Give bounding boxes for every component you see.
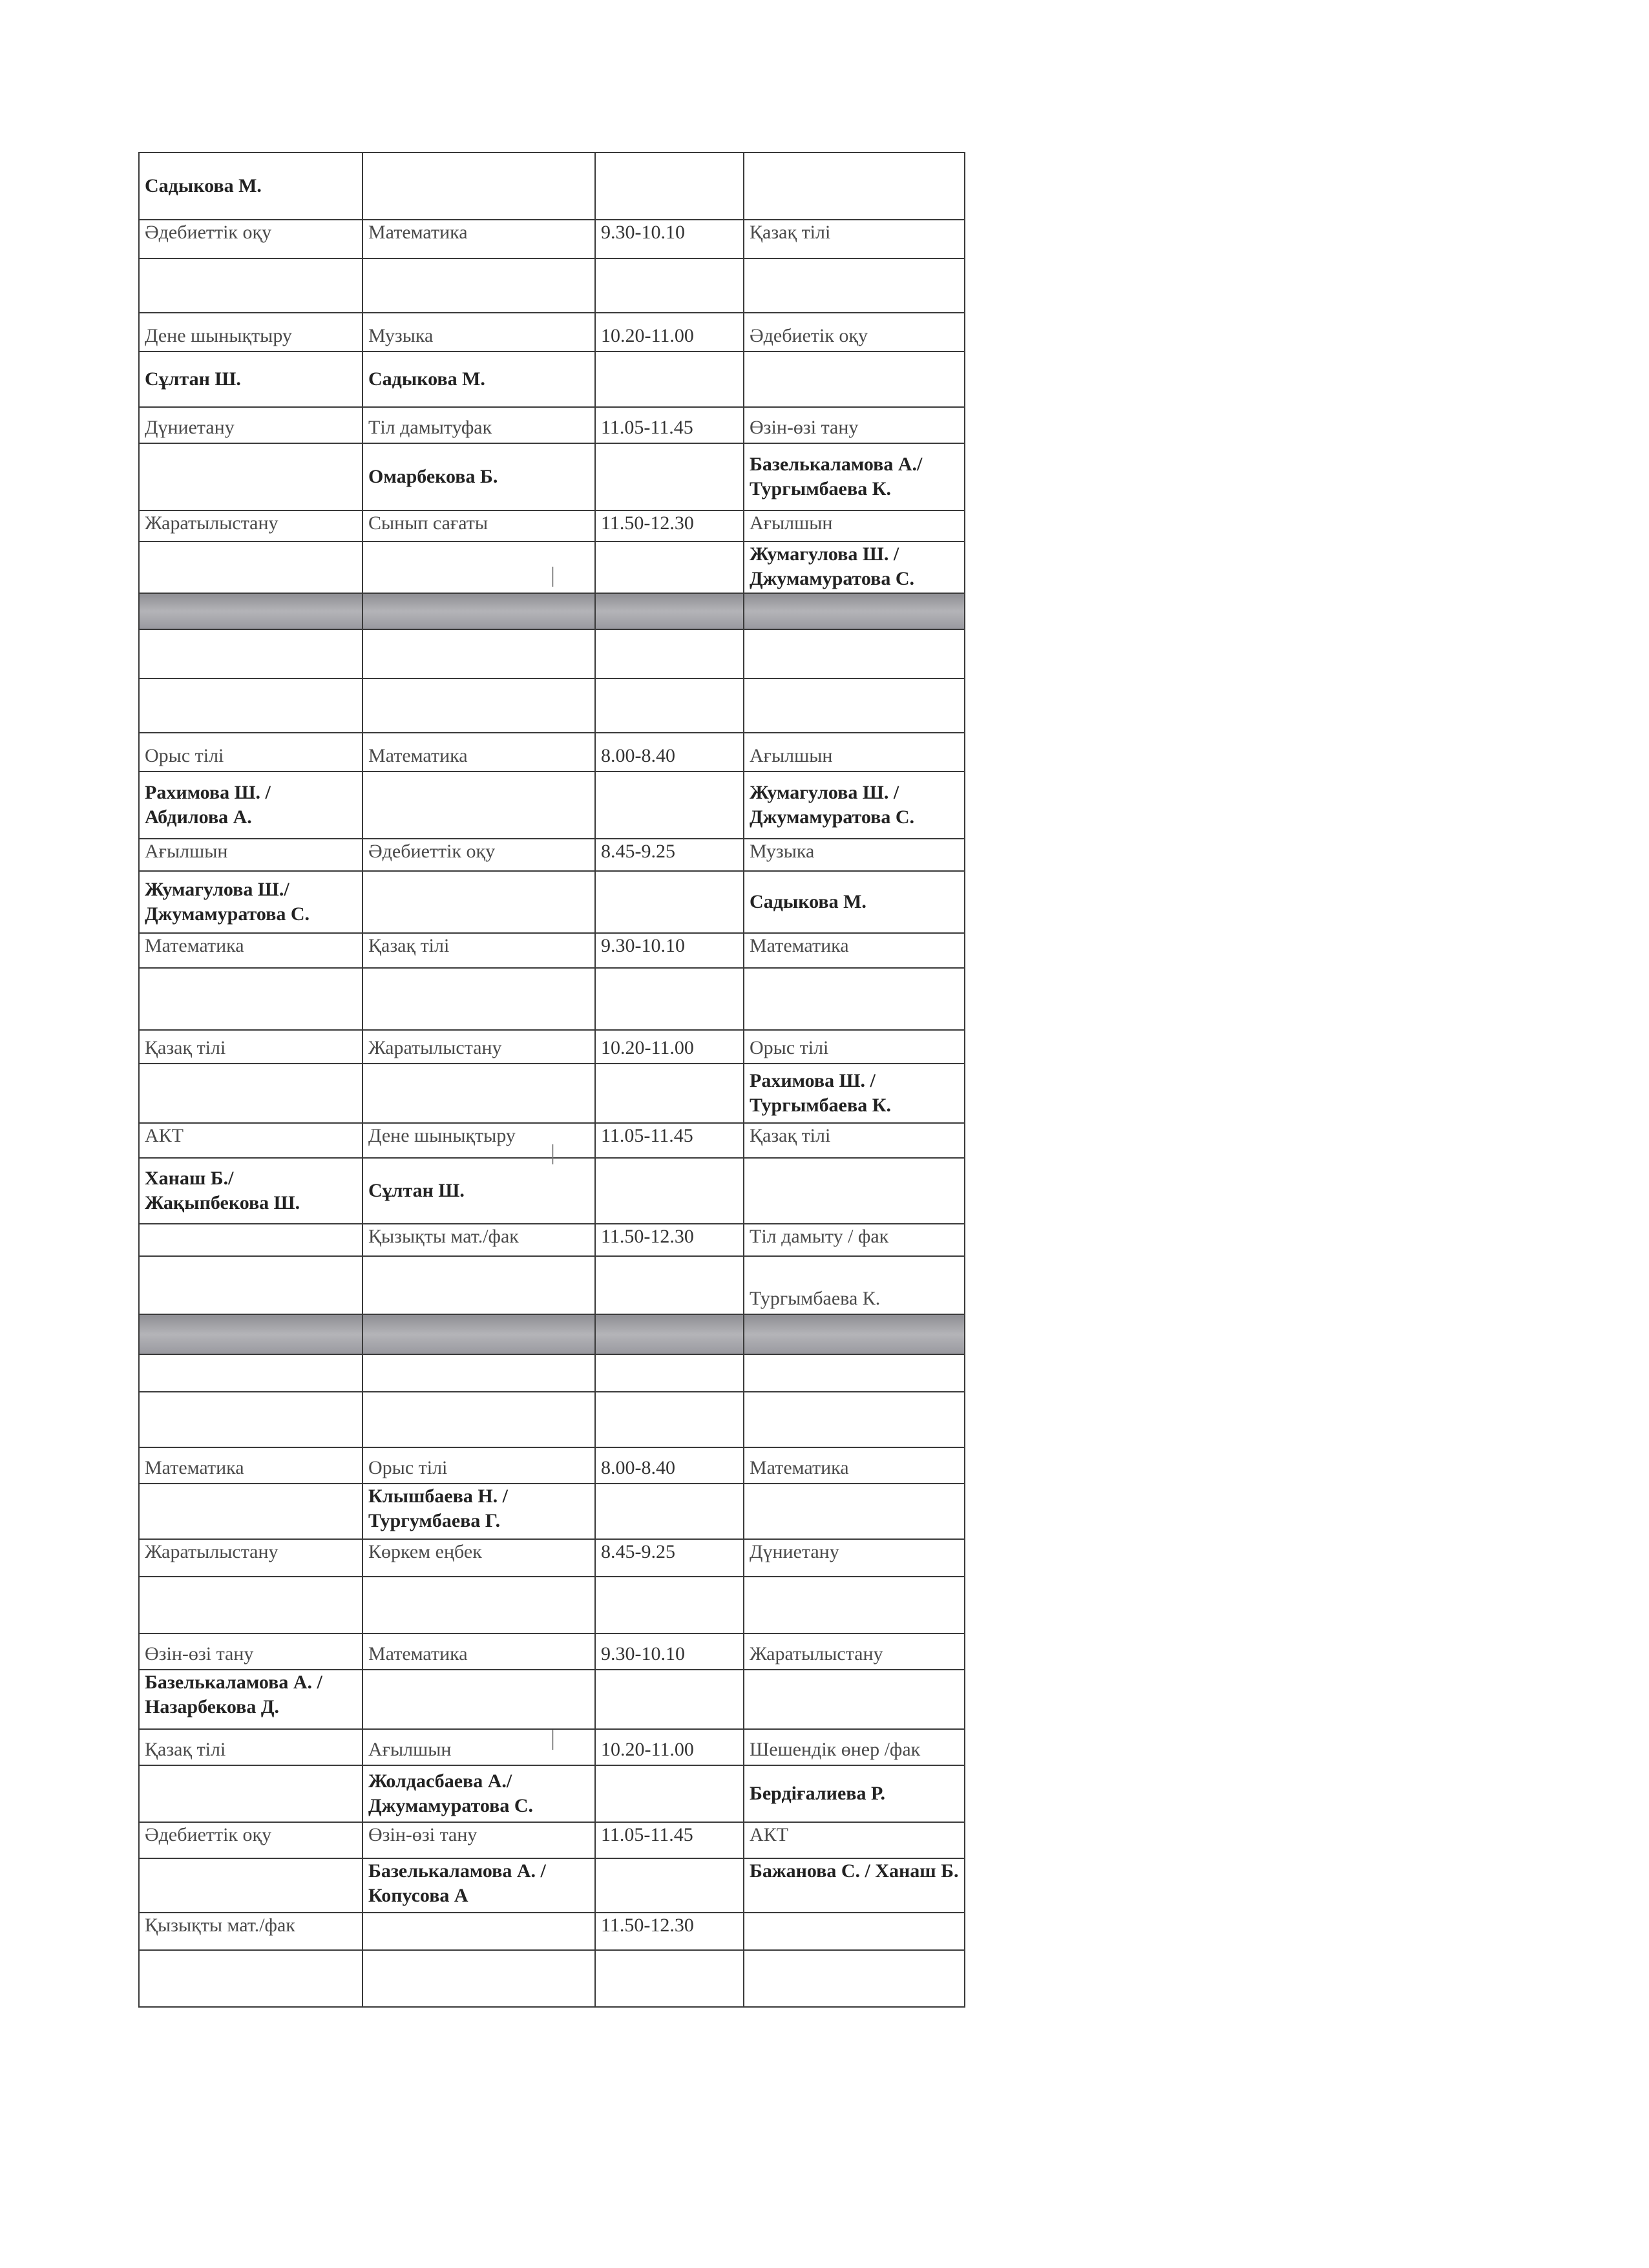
cell-class-b: Жаратылыстану	[362, 1030, 595, 1064]
cell-class-b	[362, 871, 595, 933]
cell-class-a: Қазақ тілі	[139, 1030, 362, 1064]
cell-time: 9.30-10.10	[595, 933, 744, 968]
cell-class-b	[362, 1256, 595, 1314]
cell-class-c	[744, 678, 965, 733]
cell-time	[595, 1158, 744, 1224]
timetable-row	[139, 1030, 965, 1064]
timetable-row	[139, 1858, 965, 1913]
cell-class-b	[362, 968, 595, 1030]
cell-time: 11.05-11.45	[595, 1123, 744, 1158]
cell-class-b: Қазақ тілі	[362, 933, 595, 968]
cell-class-b: Музыка	[362, 313, 595, 352]
cell-class-c: Ағылшын	[744, 510, 965, 541]
cell-class-a	[139, 1858, 362, 1913]
cell-time	[595, 871, 744, 933]
cell-class-b	[362, 541, 595, 593]
cell-class-b: Омарбекова Б.	[362, 443, 595, 510]
timetable-row	[139, 152, 965, 220]
timetable-row	[139, 1354, 965, 1392]
cell-class-b: Базелькаламова А. /Копусова А	[362, 1858, 595, 1913]
cell-class-c	[744, 968, 965, 1030]
cell-class-c	[744, 1950, 965, 2007]
cell-class-b	[362, 1950, 595, 2007]
cell-class-a: Ағылшын	[139, 839, 362, 871]
cell-class-b	[362, 1913, 595, 1950]
cell-time	[595, 678, 744, 733]
cell-class-c: Тіл дамыту / фак	[744, 1224, 965, 1256]
cell-class-a: Дүниетану	[139, 407, 362, 443]
cell-class-a	[139, 258, 362, 313]
cell-time	[595, 1392, 744, 1447]
cell-time: 11.05-11.45	[595, 1822, 744, 1858]
cell-class-a	[139, 1484, 362, 1539]
cell-class-a	[139, 968, 362, 1030]
separator-cell	[139, 593, 362, 629]
cell-time	[595, 1765, 744, 1822]
cell-class-b: Сынып сағаты	[362, 510, 595, 541]
timetable-row	[139, 313, 965, 352]
timetable-row	[139, 933, 965, 968]
cell-class-c: Бердіғалиева Р.	[744, 1765, 965, 1822]
timetable-row	[139, 1822, 965, 1858]
cell-class-c: Дүниетану	[744, 1539, 965, 1577]
timetable-row	[139, 220, 965, 258]
cell-class-c: Тургымбаева К.	[744, 1256, 965, 1314]
cell-class-b	[362, 258, 595, 313]
timetable-row	[139, 1158, 965, 1224]
cell-class-c: Жумагулова Ш. / Джумамуратова С.	[744, 541, 965, 593]
scan-mark: |	[551, 1141, 555, 1165]
cell-time: 11.50-12.30	[595, 1913, 744, 1950]
cell-class-b: Орыс тілі	[362, 1447, 595, 1484]
cell-class-c: Әдебиетік оқу	[744, 313, 965, 352]
cell-class-a: Жумагулова Ш./ Джумамуратова С.	[139, 871, 362, 933]
cell-class-c: Рахимова Ш. / Тургымбаева К.	[744, 1064, 965, 1123]
cell-class-b: Жолдасбаева А./ Джумамуратова С.	[362, 1765, 595, 1822]
timetable-row	[139, 1765, 965, 1822]
cell-class-a	[139, 1256, 362, 1314]
cell-class-b: Математика	[362, 1633, 595, 1670]
cell-class-b	[362, 1354, 595, 1392]
timetable-row	[139, 1670, 965, 1729]
cell-class-b: Дене шынықтыру	[362, 1123, 595, 1158]
timetable-row	[139, 629, 965, 678]
cell-time	[595, 443, 744, 510]
cell-class-a	[139, 541, 362, 593]
timetable-row	[139, 968, 965, 1030]
cell-class-b	[362, 629, 595, 678]
separator-cell	[595, 593, 744, 629]
cell-time: 10.20-11.00	[595, 1030, 744, 1064]
cell-time	[595, 152, 744, 220]
cell-class-a: АКТ	[139, 1123, 362, 1158]
timetable-row	[139, 1256, 965, 1314]
timetable-row	[139, 352, 965, 407]
cell-time: 8.00-8.40	[595, 733, 744, 772]
cell-time	[595, 541, 744, 593]
cell-class-b: Көркем еңбек	[362, 1539, 595, 1577]
cell-time: 8.00-8.40	[595, 1447, 744, 1484]
cell-class-a: Орыс тілі	[139, 733, 362, 772]
cell-class-a: Базелькаламова А. / Назарбекова Д.	[139, 1670, 362, 1729]
timetable-row	[139, 1633, 965, 1670]
cell-class-b	[362, 772, 595, 839]
cell-time: 9.30-10.10	[595, 220, 744, 258]
cell-class-a	[139, 629, 362, 678]
cell-class-b	[362, 1392, 595, 1447]
cell-class-a: Өзін-өзі тану	[139, 1633, 362, 1670]
cell-class-b: Әдебиеттік оқу	[362, 839, 595, 871]
cell-class-c: Жумагулова Ш. / Джумамуратова С.	[744, 772, 965, 839]
cell-class-a: Әдебиеттік оқу	[139, 1822, 362, 1858]
cell-class-b: Математика	[362, 220, 595, 258]
cell-class-c: Жаратылыстану	[744, 1633, 965, 1670]
cell-time	[595, 1577, 744, 1633]
cell-class-a	[139, 1577, 362, 1633]
cell-class-c	[744, 258, 965, 313]
timetable-row	[139, 678, 965, 733]
cell-class-c: Бажанова С. / Ханаш Б.	[744, 1858, 965, 1913]
day-separator-row	[139, 1314, 965, 1354]
cell-class-b: Өзін-өзі тану	[362, 1822, 595, 1858]
timetable-row	[139, 1913, 965, 1950]
cell-class-c	[744, 1913, 965, 1950]
cell-class-a	[139, 1765, 362, 1822]
cell-class-a: Қазақ тілі	[139, 1729, 362, 1765]
timetable-row	[139, 1064, 965, 1123]
cell-class-a	[139, 1354, 362, 1392]
cell-class-c: Математика	[744, 933, 965, 968]
cell-class-a: Математика	[139, 1447, 362, 1484]
timetable-row	[139, 733, 965, 772]
cell-time: 8.45-9.25	[595, 839, 744, 871]
scan-mark: |	[551, 563, 555, 587]
timetable-row	[139, 1392, 965, 1447]
cell-class-b: Клышбаева Н. / Тургумбаева Г.	[362, 1484, 595, 1539]
cell-class-a: Қызықты мат./фак	[139, 1913, 362, 1950]
cell-time	[595, 1484, 744, 1539]
cell-time: 8.45-9.25	[595, 1539, 744, 1577]
cell-class-b: Математика	[362, 733, 595, 772]
cell-time	[595, 1670, 744, 1729]
cell-class-b	[362, 1670, 595, 1729]
cell-class-c	[744, 1392, 965, 1447]
cell-time: 11.50-12.30	[595, 510, 744, 541]
cell-class-b	[362, 152, 595, 220]
cell-class-a	[139, 1064, 362, 1123]
cell-class-b: Қызықты мат./фак	[362, 1224, 595, 1256]
separator-cell	[744, 593, 965, 629]
cell-time: 10.20-11.00	[595, 313, 744, 352]
timetable-row	[139, 772, 965, 839]
cell-class-c	[744, 1577, 965, 1633]
timetable-row	[139, 1447, 965, 1484]
cell-time	[595, 1858, 744, 1913]
cell-class-c: Садыкова М.	[744, 871, 965, 933]
cell-class-a: Сұлтан Ш.	[139, 352, 362, 407]
cell-class-c: Шешендік өнер /фак	[744, 1729, 965, 1765]
timetable-row	[139, 443, 965, 510]
cell-time	[595, 1064, 744, 1123]
cell-class-c: АКТ	[744, 1822, 965, 1858]
cell-class-c	[744, 152, 965, 220]
cell-time	[595, 772, 744, 839]
cell-time: 10.20-11.00	[595, 1729, 744, 1765]
timetable-row	[139, 510, 965, 541]
cell-class-a: Әдебиеттік оқу	[139, 220, 362, 258]
cell-class-b: Тіл дамытуфак	[362, 407, 595, 443]
timetable-row	[139, 258, 965, 313]
cell-class-b	[362, 1064, 595, 1123]
cell-class-c	[744, 1354, 965, 1392]
cell-class-a: Жаратылыстану	[139, 1539, 362, 1577]
cell-class-c	[744, 352, 965, 407]
cell-time	[595, 258, 744, 313]
timetable-row	[139, 407, 965, 443]
timetable-row	[139, 1224, 965, 1256]
cell-class-a: Дене шынықтыру	[139, 313, 362, 352]
cell-time: 9.30-10.10	[595, 1633, 744, 1670]
cell-class-a	[139, 443, 362, 510]
cell-class-a: Рахимова Ш. / Абдилова А.	[139, 772, 362, 839]
timetable-row	[139, 1539, 965, 1577]
cell-class-a	[139, 1950, 362, 2007]
cell-time: 11.05-11.45	[595, 407, 744, 443]
cell-class-c: Қазақ тілі	[744, 220, 965, 258]
separator-cell	[595, 1314, 744, 1354]
cell-time	[595, 352, 744, 407]
cell-class-c: Қазақ тілі	[744, 1123, 965, 1158]
cell-class-c: Өзін-өзі тану	[744, 407, 965, 443]
cell-class-c	[744, 1158, 965, 1224]
cell-class-a: Жаратылыстану	[139, 510, 362, 541]
timetable-row	[139, 1950, 965, 2007]
timetable-row	[139, 1484, 965, 1539]
cell-class-c: Музыка	[744, 839, 965, 871]
cell-class-a	[139, 1392, 362, 1447]
cell-time: 11.50-12.30	[595, 1224, 744, 1256]
cell-time	[595, 968, 744, 1030]
cell-class-b	[362, 678, 595, 733]
cell-class-c	[744, 1484, 965, 1539]
cell-class-a: Математика	[139, 933, 362, 968]
timetable-row	[139, 1577, 965, 1633]
cell-class-c: Базелькаламова А./ Тургымбаева К.	[744, 443, 965, 510]
separator-cell	[362, 1314, 595, 1354]
day-separator-row	[139, 593, 965, 629]
separator-cell	[362, 593, 595, 629]
cell-class-a: Садыкова М.	[139, 152, 362, 220]
scan-mark: |	[551, 1727, 555, 1750]
cell-time	[595, 629, 744, 678]
cell-class-b: Ағылшын	[362, 1729, 595, 1765]
cell-time	[595, 1256, 744, 1314]
cell-time	[595, 1354, 744, 1392]
cell-class-c: Орыс тілі	[744, 1030, 965, 1064]
cell-class-c	[744, 629, 965, 678]
cell-class-a: Ханаш Б./ Жақыпбекова Ш.	[139, 1158, 362, 1224]
cell-class-c: Ағылшын	[744, 733, 965, 772]
cell-class-a	[139, 1224, 362, 1256]
timetable-row	[139, 839, 965, 871]
cell-class-b: Сұлтан Ш.	[362, 1158, 595, 1224]
cell-time	[595, 1950, 744, 2007]
separator-cell	[744, 1314, 965, 1354]
cell-class-c: Математика	[744, 1447, 965, 1484]
cell-class-b: Садыкова М.	[362, 352, 595, 407]
separator-cell	[139, 1314, 362, 1354]
timetable-row	[139, 871, 965, 933]
cell-class-c	[744, 1670, 965, 1729]
cell-class-b	[362, 1577, 595, 1633]
cell-class-a	[139, 678, 362, 733]
